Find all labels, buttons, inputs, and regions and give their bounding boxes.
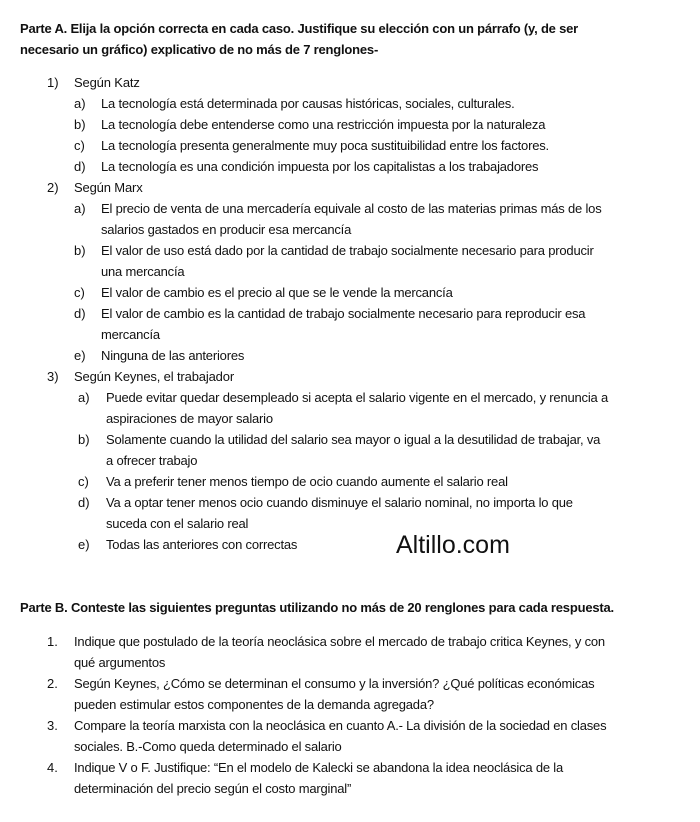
- question-number: 2.: [47, 676, 58, 691]
- option-text-continued: aspiraciones de mayor salario: [106, 411, 273, 426]
- question-title: Según Katz: [74, 75, 140, 90]
- option-letter: a): [78, 390, 90, 405]
- part-b-heading: Parte B. Conteste las siguientes preguntas utilizando no más de 20 renglones para cada respuesta.: [20, 600, 614, 615]
- option-text: Va a optar tener menos ocio cuando disminuye el salario nominal, no importa lo que: [106, 495, 573, 510]
- option-letter: c): [74, 138, 85, 153]
- option-text: La tecnología debe entenderse como una restricción impuesta por la naturaleza: [101, 117, 546, 132]
- question-text: Indique que postulado de la teoría neoclásica sobre el mercado de trabajo critica Keynes, y con: [74, 634, 605, 649]
- option-letter: d): [78, 495, 90, 510]
- part-a-heading-line-1: Parte A. Elija la opción correcta en cada caso. Justifique su elección con un párrafo (y, de ser: [20, 21, 579, 36]
- option-letter: d): [74, 159, 86, 174]
- altillo-watermark: Altillo.com: [396, 531, 510, 559]
- part-a-heading-line-2: necesario un gráfico) explicativo de no más de 7 renglones-: [20, 42, 379, 57]
- option-text: Todas las anteriores con correctas: [106, 537, 298, 552]
- option-letter: c): [78, 474, 89, 489]
- option-letter: b): [78, 432, 90, 447]
- question-number: 2): [47, 180, 59, 195]
- option-letter: c): [74, 285, 85, 300]
- question-number: 1.: [47, 634, 58, 649]
- option-text-continued: suceda con el salario real: [106, 516, 249, 531]
- option-text: Puede evitar quedar desempleado si acepta el salario vigente en el mercado, y renuncia a: [106, 390, 609, 405]
- option-text: La tecnología presenta generalmente muy poca sustituibilidad entre los factores.: [101, 138, 549, 153]
- option-letter: e): [78, 537, 90, 552]
- question-text-continued: pueden estimular estos componentes de la demanda agregada?: [74, 697, 434, 712]
- option-letter: b): [74, 243, 86, 258]
- option-text-continued: mercancía: [101, 327, 160, 342]
- option-text-continued: salarios gastados en producir esa mercancía: [101, 222, 352, 237]
- option-text: El precio de venta de una mercadería equivale al costo de las materias primas más de los: [101, 201, 602, 216]
- option-letter: d): [74, 306, 86, 321]
- question-text-continued: determinación del precio según el costo marginal”: [74, 781, 352, 796]
- option-letter: b): [74, 117, 86, 132]
- question-text: Indique V o F. Justifique: “En el modelo de Kalecki se abandona la idea neoclásica de la: [74, 760, 564, 775]
- option-text: La tecnología es una condición impuesta por los capitalistas a los trabajadores: [101, 159, 539, 174]
- question-number: 1): [47, 75, 59, 90]
- option-letter: a): [74, 96, 86, 111]
- question-number: 4.: [47, 760, 58, 775]
- option-text-continued: a ofrecer trabajo: [106, 453, 198, 468]
- question-text: Según Keynes, ¿Cómo se determinan el consumo y la inversión? ¿Qué políticas económicas: [74, 676, 595, 691]
- option-text: Solamente cuando la utilidad del salario sea mayor o igual a la desutilidad de trabajar, va: [106, 432, 601, 447]
- option-letter: a): [74, 201, 86, 216]
- option-text: El valor de uso está dado por la cantidad de trabajo socialmente necesario para producir: [101, 243, 594, 258]
- option-text: Ninguna de las anteriores: [101, 348, 245, 363]
- question-text-continued: qué argumentos: [74, 655, 166, 670]
- option-text-continued: una mercancía: [101, 264, 185, 279]
- option-text: El valor de cambio es el precio al que se le vende la mercancía: [101, 285, 453, 300]
- question-title: Según Marx: [74, 180, 143, 195]
- option-text: La tecnología está determinada por causas históricas, sociales, culturales.: [101, 96, 515, 111]
- option-text: El valor de cambio es la cantidad de trabajo socialmente necesario para reproducir esa: [101, 306, 586, 321]
- question-number: 3): [47, 369, 59, 384]
- question-number: 3.: [47, 718, 58, 733]
- question-text: Compare la teoría marxista con la neoclásica en cuanto A.- La división de la sociedad en clases: [74, 718, 607, 733]
- option-letter: e): [74, 348, 86, 363]
- option-text: Va a preferir tener menos tiempo de ocio cuando aumente el salario real: [106, 474, 508, 489]
- question-title: Según Keynes, el trabajador: [74, 369, 235, 384]
- question-text-continued: sociales. B.-Como queda determinado el salario: [74, 739, 342, 754]
